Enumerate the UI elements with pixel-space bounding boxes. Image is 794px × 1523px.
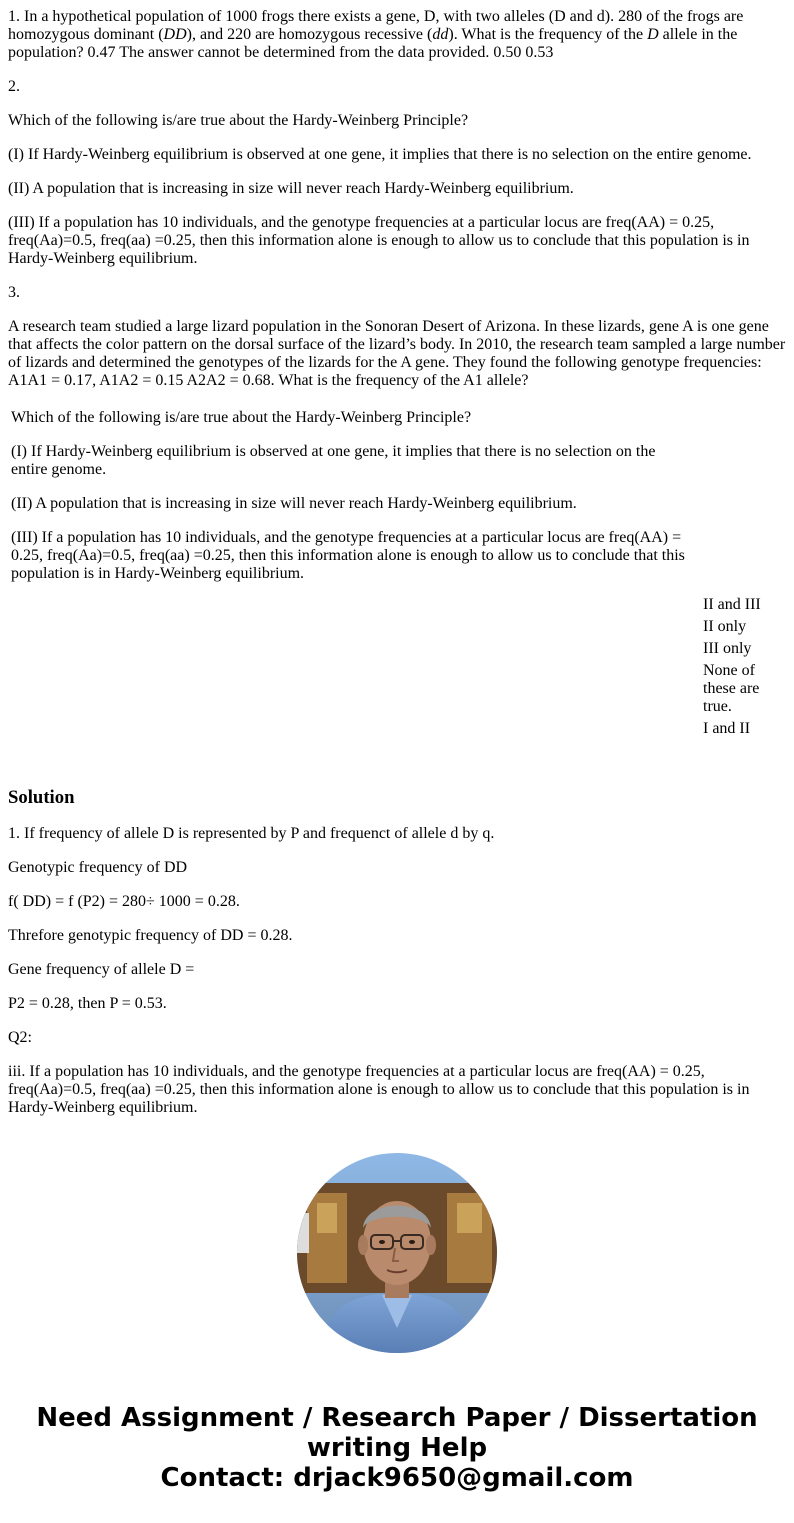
answer-option: II only (703, 618, 747, 635)
question-1-text: ), and 220 are homozygous recessive ( (186, 26, 433, 43)
answer-option: III only (703, 640, 752, 657)
question-1-em-dd-lower: dd (432, 26, 449, 43)
answer-option: None of these are true. (703, 662, 760, 715)
question-2-statement-3: (III) If a population has 10 individuals, and the genotype frequencies at a particular locus are freq(AA) = 0.25, freq(Aa)=0.5, freq(aa) =0.25, then this information alone is enough to allow us to conclude that this population is in Hardy-Weinberg equilibrium. (8, 214, 750, 267)
document-content (8, 8, 788, 1133)
question-table-statement-1: (I) If Hardy-Weinberg equilibrium is observed at one gene, it implies that there is no selection on the entire genome. (11, 443, 656, 478)
solution-line: Gene frequency of allele D = (8, 961, 195, 978)
question-table (8, 406, 788, 758)
solution-line: Q2: (8, 1029, 32, 1046)
footer-line-2: writing Help (306, 1433, 488, 1463)
solution-line: iii. If a population has 10 individuals, and the genotype frequencies at a particular locus are freq(AA) = 0.25, freq(Aa)=0.5, freq(aa) =0.25, then this information alone is enough to allow us to conclude that this population is in Hardy-Weinberg equilibrium. (8, 1063, 750, 1116)
question-3-number: 3. (8, 284, 20, 301)
author-portrait-icon (297, 1153, 497, 1353)
question-table-spacer (8, 583, 788, 758)
question-1-em-d: D (647, 26, 659, 43)
question-2-statement-1: (I) If Hardy-Weinberg equilibrium is observed at one gene, it implies that there is no selection on the entire genome. (8, 146, 752, 163)
footer-contact[interactable]: Contact: drjack9650@gmail.com (160, 1463, 634, 1493)
answer-options (703, 596, 783, 742)
question-table-statement-3: (III) If a population has 10 individuals, and the genotype frequencies at a particular locus are freq(AA) = 0.25, freq(Aa)=0.5, freq(aa) =0.25, then this information alone is enough to allow us to conclude that this population is in Hardy-Weinberg equilibrium. (11, 529, 685, 582)
solution-line: 1. If frequency of allele D is represented by P and frequenct of allele d by q. (8, 825, 495, 842)
solution-line: P2 = 0.28, then P = 0.53. (8, 995, 167, 1012)
question-table-statement-2: (II) A population that is increasing in size will never reach Hardy-Weinberg equilibrium. (11, 495, 577, 512)
solution-body (8, 825, 788, 1117)
footer-line-1: Need Assignment / Research Paper / Dissertation (36, 1403, 758, 1433)
author-avatar (297, 1153, 497, 1353)
question-table-stem (8, 406, 690, 583)
question-3-text: A research team studied a large lizard population in the Sonoran Desert of Arizona. In these lizards, gene A is one gene that affects the color pattern on the dorsal surface of the lizard’s body. In 2010, the research team sampled a large number of lizards and determined the genotypes of the lizards for the A gene. They found the following genotype frequencies: A1A1 = 0.17, A1A2 = 0.15 A2A2 = 0.68. What is the frequency of the A1 allele? (8, 318, 786, 389)
solution-heading: Solution (8, 787, 75, 808)
solution-line: f( DD) = f (P2) = 280÷ 1000 = 0.28. (8, 893, 240, 910)
question-table-prompt: Which of the following is/are true about the Hardy-Weinberg Principle? (11, 409, 472, 426)
question-1-em-dd-upper: DD (163, 26, 187, 43)
answer-option: I and II (703, 720, 751, 737)
footer-banner (0, 1403, 794, 1493)
question-1-text: allele in the population? 0.47 The answer cannot be determined from the data provided. 0.50 0.53 (8, 26, 738, 61)
question-1 (8, 8, 788, 62)
solution-line: Genotypic frequency of DD (8, 859, 188, 876)
question-2-statement-2: (II) A population that is increasing in size will never reach Hardy-Weinberg equilibrium. (8, 180, 574, 197)
answer-option: II and III (703, 596, 761, 613)
question-1-text: ). What is the frequency of the (448, 26, 648, 43)
question-2-number: 2. (8, 78, 20, 95)
question-1-text: 1. In a hypothetical population of 1000 frogs there exists a gene, D, with two alleles (D and d). 280 of the frogs are homozygous dominant ( (8, 8, 744, 43)
question-2-prompt: Which of the following is/are true about the Hardy-Weinberg Principle? (8, 112, 469, 129)
solution-line: Threfore genotypic frequency of DD = 0.28. (8, 927, 293, 944)
